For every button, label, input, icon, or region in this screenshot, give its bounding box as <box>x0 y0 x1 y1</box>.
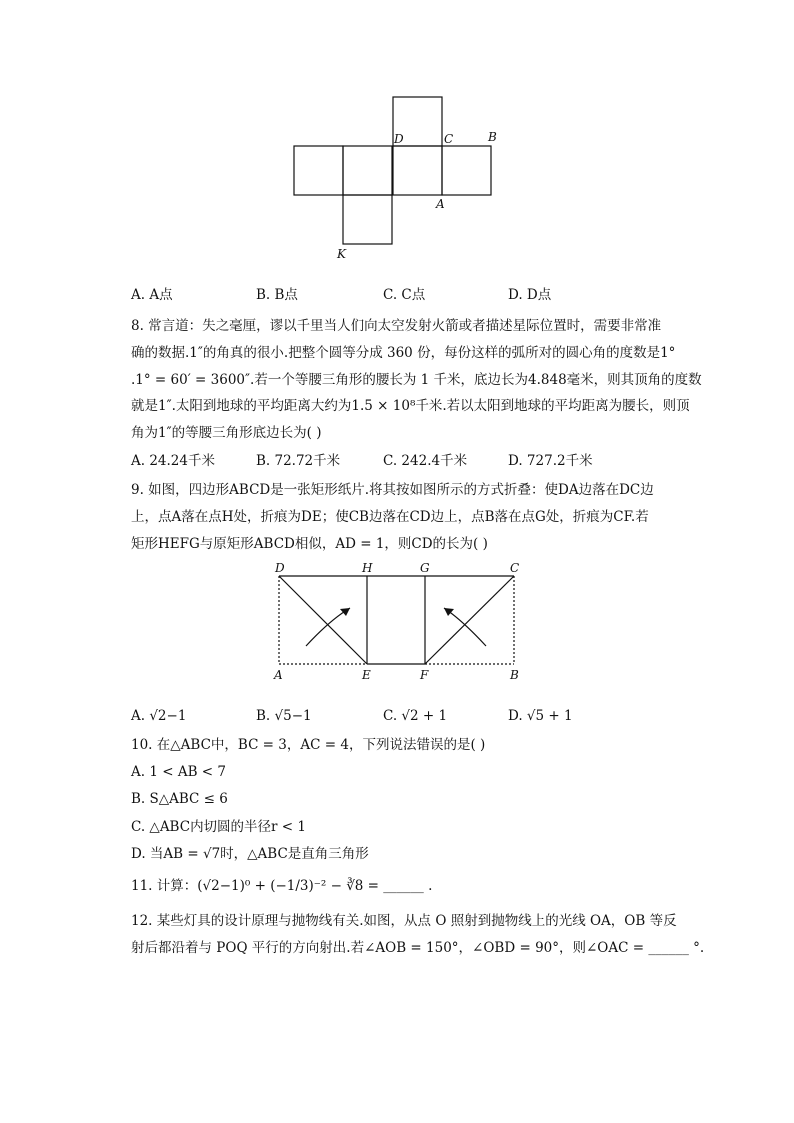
fold-label-g: G <box>420 561 430 575</box>
net-label-b: B <box>488 130 497 144</box>
net-label-a: A <box>436 197 445 211</box>
q8-option-d[interactable]: D. 727.2千米 <box>508 453 593 469</box>
q10-option-d[interactable]: D. 当AB = √7时，△ABC是直角三角形 <box>131 846 369 862</box>
fold-label-f: F <box>420 668 429 682</box>
q10-option-c[interactable]: C. △ABC内切圆的半径r < 1 <box>131 819 306 835</box>
q8-option-b[interactable]: B. 72.72千米 <box>256 453 341 469</box>
fold-label-a: A <box>274 668 283 682</box>
q8-line-2: 确的数据.1″的角真的很小.把整个圆等分成 360 份，每份这样的弧所对的圆心角的度数是1° <box>131 345 676 361</box>
q10-option-a[interactable]: A. 1 < AB < 7 <box>131 764 226 780</box>
q8-option-a[interactable]: A. 24.24千米 <box>131 453 215 469</box>
q9-option-d[interactable]: D. √5 + 1 <box>508 708 573 724</box>
fold-label-b: B <box>510 668 519 682</box>
fold-label-c: C <box>510 561 520 575</box>
q11-text: 11. 计算：(√2−1)⁰ + (−1/3)⁻² − ∛8 = ______ . <box>131 878 433 894</box>
q9-line-2: 上，点A落在点H处，折痕为DE；使CB边落在CD边上，点B落在点G处，折痕为CF.若 <box>131 509 649 525</box>
folding-figure <box>268 558 530 684</box>
q9-option-c[interactable]: C. √2 + 1 <box>383 708 448 724</box>
q10-option-b[interactable]: B. S△ABC ≤ 6 <box>131 791 228 807</box>
net-label-c: C <box>444 132 454 146</box>
q9-line-3: 矩形HEFG与原矩形ABCD相似，AD = 1，则CD的长为( ) <box>131 536 488 552</box>
net-label-k: K <box>337 247 346 261</box>
q8-option-c[interactable]: C. 242.4千米 <box>383 453 468 469</box>
fold-label-e: E <box>362 668 371 682</box>
q9-line-1: 9. 如图，四边形ABCD是一张矩形纸片.将其按如图所示的方式折叠：使DA边落在DC边 <box>131 482 654 498</box>
q8-line-5: 角为1″的等腰三角形底边长为( ) <box>131 425 322 441</box>
q7-option-c[interactable]: C. C点 <box>383 287 426 303</box>
net-label-d: D <box>394 132 404 146</box>
q8-line-1: 8. 常言道：失之毫厘，谬以千里当人们向太空发射火箭或者描述星际位置时，需要非常准 <box>131 318 662 334</box>
q7-option-d[interactable]: D. D点 <box>508 287 552 303</box>
cube-net-figure <box>280 90 520 270</box>
fold-label-d: D <box>275 561 285 575</box>
q9-option-b[interactable]: B. √5−1 <box>256 708 312 724</box>
fold-label-h: H <box>362 561 373 575</box>
q12-line-1: 12. 某些灯具的设计原理与抛物线有关.如图，从点 O 照射到抛物线上的光线 OA，OB 等反 <box>131 913 677 929</box>
q8-line-4: 就是1″.太阳到地球的平均距离大约为1.5 × 10⁸千米.若以太阳到地球的平均距离为腰长，则顶 <box>131 398 690 414</box>
q7-option-a[interactable]: A. A点 <box>131 287 173 303</box>
q12-line-2: 射后都沿着与 POQ 平行的方向射出.若∠AOB = 150°，∠OBD = 90°，则∠OAC = ______ °. <box>131 940 705 956</box>
q8-line-3: .1° = 60′ = 3600″.若一个等腰三角形的腰长为 1 千米，底边长为4.848毫米，则其顶角的度数 <box>131 372 702 388</box>
q7-option-b[interactable]: B. B点 <box>256 287 298 303</box>
q10-stem: 10. 在△ABC中，BC = 3，AC = 4，下列说法错误的是( ) <box>131 737 486 753</box>
q9-option-a[interactable]: A. √2−1 <box>131 708 187 724</box>
